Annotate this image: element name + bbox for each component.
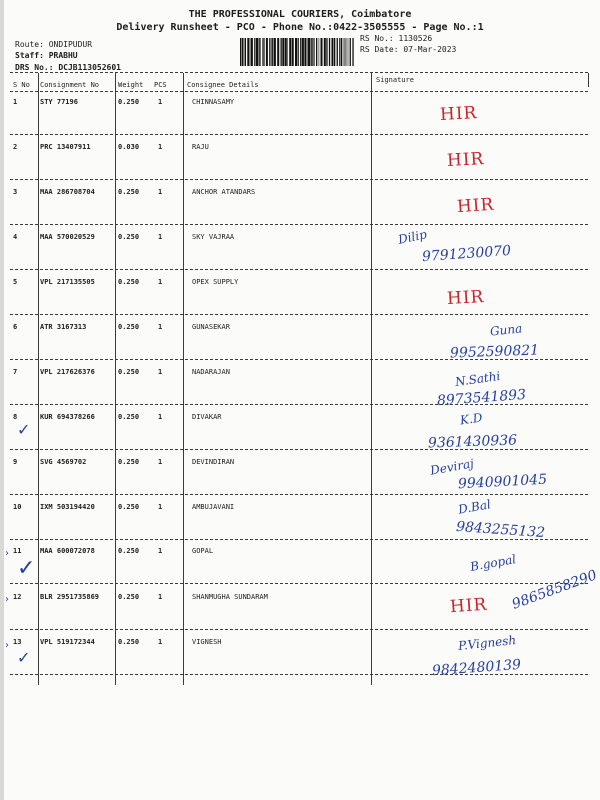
row-divider [10, 314, 588, 315]
barcode-bar [311, 38, 312, 66]
barcode-bar [332, 38, 334, 66]
col-divider [183, 73, 184, 685]
barcode-bar [300, 38, 301, 66]
row-pcs: 1 [158, 233, 163, 241]
row-weight: 0.250 [118, 278, 140, 286]
route-label: Route: ONDIPUDUR [15, 40, 93, 49]
barcode-bar [240, 38, 241, 66]
barcode-bar [281, 38, 282, 66]
row-pcs: 1 [158, 638, 163, 646]
barcode-bar [353, 38, 354, 66]
barcode-bar [271, 38, 272, 66]
row-signature-phone: 9842480139 [431, 656, 522, 680]
col-header-signature: Signature [376, 76, 414, 84]
table-top-rule [10, 72, 588, 73]
barcode-bar [352, 38, 353, 66]
col-header-consignee: Consignee Details [187, 81, 259, 89]
barcode-bar [308, 38, 310, 66]
row-signature-phone: 9865858290 [509, 567, 600, 613]
row-weight: 0.250 [118, 233, 140, 241]
row-signature-phone: 9940901045 [457, 471, 548, 493]
barcode-bar [242, 38, 243, 66]
rs-number: RS No.: 1130526 [360, 34, 433, 43]
col-divider [371, 73, 372, 685]
row-pcs: 1 [158, 368, 163, 376]
margin-mark: › [5, 594, 9, 605]
row-signature: Guna [489, 321, 523, 339]
row-consignee: OPEX SUPPLY [192, 278, 239, 286]
barcode-bar [289, 38, 291, 66]
row-sno: 8 [13, 413, 18, 421]
check-mark-icon: ✓ [17, 420, 31, 439]
row-signature: P.Vignesh [457, 632, 517, 654]
row-divider [10, 674, 588, 675]
row-signature: HIR [456, 194, 495, 218]
barcode-bar [345, 38, 346, 66]
row-signature-phone: 9843255132 [455, 518, 546, 542]
col-header-sno: S No [13, 81, 30, 89]
barcode-bar [263, 38, 264, 66]
row-sno: 5 [13, 278, 18, 286]
row-sno: 9 [13, 458, 18, 466]
row-divider [10, 539, 588, 540]
row-pcs: 1 [158, 323, 163, 331]
barcode-bar [321, 38, 323, 66]
row-consignment-no: IXM 503194420 [40, 503, 95, 511]
row-weight: 0.250 [118, 413, 140, 421]
row-consignment-no: MAA 600072078 [40, 547, 95, 555]
barcode-bar [260, 38, 261, 66]
barcode-bar [259, 38, 260, 66]
barcode-bar [307, 38, 308, 66]
barcode-bar [287, 38, 288, 66]
row-sno: 4 [13, 233, 18, 241]
col-divider [38, 73, 39, 685]
col-header-consignment: Consignment No [40, 81, 100, 89]
col-divider [115, 73, 116, 685]
barcode-bar [319, 38, 320, 66]
barcode-bar [348, 38, 349, 66]
margin-mark: › [5, 548, 9, 559]
row-consignment-no: PRC 13407911 [40, 143, 91, 151]
row-signature: HIR [446, 287, 485, 309]
row-weight: 0.250 [118, 503, 140, 511]
row-sno: 13 [13, 638, 22, 646]
row-pcs: 1 [158, 98, 163, 106]
row-consignment-no: VPL 217135505 [40, 278, 95, 286]
barcode-bar [244, 38, 245, 66]
barcode-bar [247, 38, 249, 66]
row-sno: 11 [13, 547, 22, 555]
row-signature-phone: 9791230070 [421, 242, 512, 266]
row-consignee: DIVAKAR [192, 413, 222, 421]
barcode-bar [350, 38, 351, 66]
barcode-bar [274, 38, 276, 66]
row-weight: 0.250 [118, 98, 140, 106]
barcode-bar [324, 38, 326, 66]
row-sno: 12 [13, 593, 22, 601]
row-signature: HIR [439, 103, 478, 125]
row-consignee: RAJU [192, 143, 209, 151]
row-consignee: DEVINDIRAN [192, 458, 235, 466]
row-pcs: 1 [158, 547, 163, 555]
barcode-bar [334, 38, 335, 66]
barcode-bar [285, 38, 287, 66]
barcode [240, 38, 354, 66]
row-pcs: 1 [158, 188, 163, 196]
row-signature: Deviraj [429, 456, 475, 478]
row-consignment-no: VPL 217626376 [40, 368, 95, 376]
barcode-bar [272, 38, 273, 66]
barcode-bar [304, 38, 306, 66]
row-divider [10, 494, 588, 495]
barcode-bar [295, 38, 297, 66]
barcode-bar [251, 38, 253, 66]
row-consignee: SHANMUGHA SUNDARAM [192, 593, 268, 601]
barcode-bar [266, 38, 268, 66]
runsheet-subtitle: Delivery Runsheet - PCO - Phone No.:0422-3505555 - Page No.:1 [116, 22, 484, 33]
row-consignment-no: STY 77196 [40, 98, 78, 106]
row-sno: 10 [13, 503, 22, 511]
row-weight: 0.250 [118, 188, 140, 196]
row-sno: 2 [13, 143, 18, 151]
barcode-bar [282, 38, 284, 66]
row-sno: 3 [13, 188, 18, 196]
col-header-pcs: PCS [154, 81, 167, 89]
row-divider [10, 629, 588, 630]
row-divider [10, 134, 588, 135]
row-consignment-no: SVG 4569702 [40, 458, 87, 466]
barcode-bar [339, 38, 340, 66]
row-sno: 7 [13, 368, 18, 376]
row-signature-phone: 9952590821 [449, 342, 540, 362]
barcode-bar [312, 38, 313, 66]
row-consignment-no: KUR 694378266 [40, 413, 95, 421]
row-consignment-no: ATR 3167313 [40, 323, 87, 331]
row-signature: Dilip [396, 227, 428, 247]
row-weight: 0.250 [118, 323, 140, 331]
row-weight: 0.250 [118, 458, 140, 466]
table-header-rule [10, 91, 588, 92]
drs-label: DRS No.: DCJB113052601 [15, 63, 121, 72]
row-divider [10, 449, 588, 450]
row-weight: 0.250 [118, 638, 140, 646]
row-pcs: 1 [158, 503, 163, 511]
row-signature: HIR [449, 594, 488, 618]
row-consignee: ANCHOR ATANDARS [192, 188, 256, 196]
row-sno: 6 [13, 323, 18, 331]
row-divider [10, 224, 588, 225]
row-divider [10, 179, 588, 180]
row-pcs: 1 [158, 278, 163, 286]
row-signature: HIR [446, 149, 485, 171]
row-pcs: 1 [158, 413, 163, 421]
row-signature: K.D [459, 410, 484, 428]
barcode-bar [329, 38, 330, 66]
row-consignee: VIGNESH [192, 638, 222, 646]
barcode-bar [298, 38, 299, 66]
barcode-bar [337, 38, 338, 66]
check-mark-icon: ✓ [17, 648, 31, 667]
barcode-bar [277, 38, 279, 66]
row-consignee: CHINNASAMY [192, 98, 235, 106]
barcode-bar [341, 38, 342, 66]
row-divider [10, 359, 588, 360]
col-header-weight: Weight [118, 81, 144, 89]
barcode-bar [346, 38, 347, 66]
barcode-bar [292, 38, 294, 66]
row-weight: 0.250 [118, 593, 140, 601]
row-signature: D.Bal [457, 497, 492, 517]
barcode-bar [250, 38, 251, 66]
row-consignee: NADARAJAN [192, 368, 230, 376]
barcode-bar [314, 38, 315, 66]
barcode-bar [262, 38, 263, 66]
barcode-bar [254, 38, 255, 66]
check-mark-icon: ✓ [17, 556, 36, 581]
row-signature: N.Sathi [454, 368, 502, 390]
barcode-bar [269, 38, 270, 66]
row-consignee: GOPAL [192, 547, 214, 555]
row-consignee: GUNASEKAR [192, 323, 230, 331]
barcode-bar [245, 38, 246, 66]
row-sno: 1 [13, 98, 18, 106]
row-divider [10, 269, 588, 270]
scan-edge [0, 0, 4, 800]
row-weight: 0.250 [118, 368, 140, 376]
barcode-bar [316, 38, 317, 66]
row-consignment-no: VPL 519172344 [40, 638, 95, 646]
col-divider [588, 73, 589, 87]
barcode-bar [302, 38, 304, 66]
row-consignee: AMBUJAVANI [192, 503, 235, 511]
row-consignee: SKY VAJRAA [192, 233, 235, 241]
barcode-bar [256, 38, 258, 66]
staff-label: Staff: PRABHU [15, 51, 78, 60]
row-pcs: 1 [158, 458, 163, 466]
row-consignment-no: MAA 570020529 [40, 233, 95, 241]
row-divider [10, 404, 588, 405]
row-pcs: 1 [158, 143, 163, 151]
row-signature-phone: 8973541893 [436, 386, 527, 410]
margin-mark: › [5, 640, 9, 651]
row-signature: B.gopal [469, 552, 518, 574]
row-weight: 0.250 [118, 547, 140, 555]
rs-date: RS Date: 07-Mar-2023 [360, 45, 457, 54]
company-title: THE PROFESSIONAL COURIERS, Coimbatore [188, 9, 412, 20]
row-consignment-no: MAA 286708704 [40, 188, 95, 196]
row-weight: 0.030 [118, 143, 140, 151]
row-pcs: 1 [158, 593, 163, 601]
barcode-bar [344, 38, 345, 66]
row-signature-phone: 9361430936 [427, 432, 518, 452]
row-divider [10, 583, 588, 584]
barcode-bar [326, 38, 327, 66]
row-consignment-no: BLR 2951735869 [40, 593, 100, 601]
